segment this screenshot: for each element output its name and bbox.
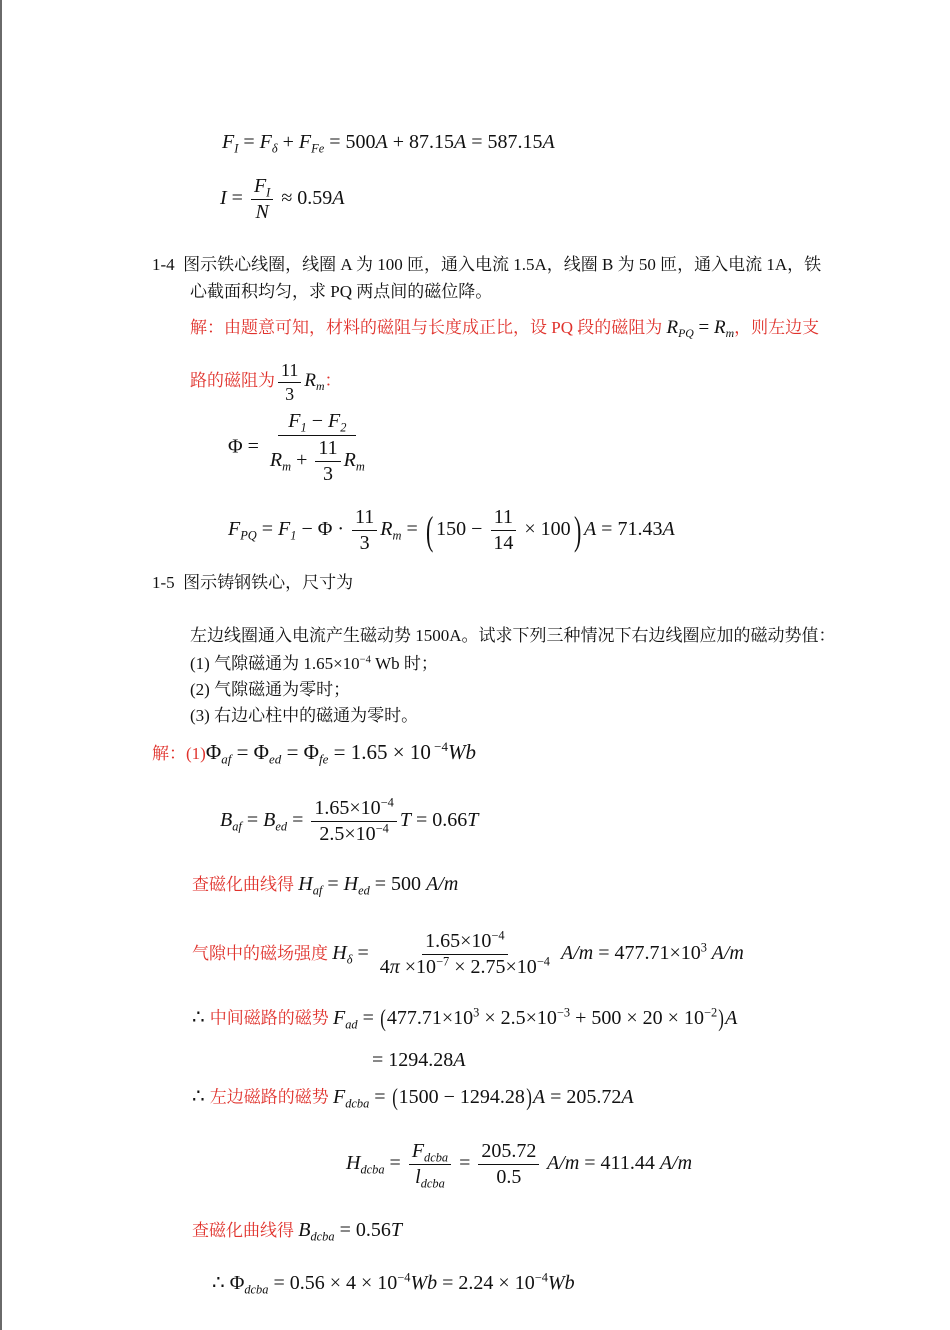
- value: = 1294.28: [372, 1049, 454, 1071]
- unit: T: [390, 1219, 402, 1241]
- unit: A: [453, 131, 467, 153]
- equation-b-af: [220, 797, 478, 846]
- equation-h-af: [192, 873, 459, 898]
- subscript: m: [355, 459, 365, 474]
- subscript: ed: [275, 819, 288, 834]
- problem-1-4-line1: [152, 256, 821, 273]
- paren: ): [718, 1006, 724, 1032]
- page-left-border: [0, 0, 2, 1330]
- operator: =: [693, 317, 714, 338]
- symbol: F: [288, 410, 301, 432]
- solution-text: 解：由题意可知，材料的磁阻与长度成正比，设 PQ 段的磁阻为: [190, 318, 667, 337]
- problem-text: (1) 气隙磁通为 1.65×10: [190, 654, 360, 673]
- symbol: B: [298, 1219, 311, 1241]
- symbol: B: [220, 809, 233, 832]
- equation-phi: [228, 410, 371, 486]
- unit: A: [662, 518, 675, 541]
- paren: (: [425, 507, 434, 553]
- equation-f-ad-result: [372, 1050, 466, 1070]
- problem-text: Wb 时；: [370, 654, 438, 673]
- superscript: −4: [359, 654, 371, 666]
- unit: A: [542, 131, 555, 153]
- paren: ): [526, 1085, 532, 1111]
- fraction: $\frac{11}{3}$: [315, 437, 340, 486]
- operator: =: [287, 809, 309, 832]
- subscript: dcba: [310, 1229, 335, 1244]
- operator: =: [231, 740, 254, 764]
- paren: ): [573, 507, 581, 553]
- value: = 587.15: [466, 131, 543, 153]
- symbol: R: [666, 317, 679, 338]
- equation-f-dcba: ∴ 左边磁路的磁势 $F_{dcba} = (1500 - 1294.28)A = 205.72A$: [192, 1085, 634, 1111]
- fraction: [267, 410, 368, 486]
- symbol: F: [253, 175, 267, 197]
- symbol: B: [263, 809, 276, 832]
- problem-1-5-item2: [190, 681, 350, 698]
- solution-text: 查磁化曲线得: [192, 1221, 299, 1240]
- solution-1-4-line2: [190, 360, 341, 404]
- unit: A: [332, 187, 345, 210]
- symbol: R: [304, 370, 316, 392]
- therefore-symbol: ∴: [212, 1272, 230, 1294]
- problem-text: 图示铁心线圈，线圈 A 为 100 匝，通入电流 1.5A，线圈 B 为 50 匝，通入电流 1A，铁: [183, 255, 822, 274]
- operator: =: [384, 1152, 406, 1175]
- operator: =: [238, 131, 260, 153]
- operator: =: [357, 1006, 379, 1029]
- subscript: PQ: [678, 327, 694, 341]
- equation-fi: [222, 131, 555, 156]
- subscript: dcba: [360, 1162, 385, 1177]
- operator: =: [241, 809, 264, 832]
- solution-text: 查磁化曲线得: [192, 875, 299, 894]
- value: × 100: [519, 518, 571, 541]
- symbol: F: [278, 518, 291, 541]
- subscript: af: [221, 751, 232, 767]
- symbol: Φ: [303, 740, 320, 764]
- unit: Wb: [447, 740, 476, 764]
- symbol: F: [222, 131, 235, 153]
- operator: =: [281, 740, 304, 764]
- unit: A: [453, 1049, 466, 1071]
- unit: A/m: [556, 942, 594, 965]
- operator: =: [226, 187, 248, 210]
- fraction: $\frac{205.72}{0.5}$: [478, 1140, 539, 1189]
- value: = 500: [369, 873, 427, 895]
- symbol: Φ: [205, 740, 222, 764]
- superscript: 3: [700, 940, 707, 955]
- symbol: R: [343, 449, 356, 472]
- therefore-symbol: ∴: [192, 1006, 210, 1029]
- subscript: m: [725, 327, 735, 341]
- symbol: I: [220, 187, 227, 210]
- subscript: dcba: [345, 1095, 370, 1110]
- problem-text: 心截面积均匀，求 PQ 两点间的磁位降。: [190, 282, 493, 301]
- unit: A/m: [706, 942, 744, 965]
- subscript: δ: [271, 141, 278, 156]
- subscript: 2: [340, 420, 347, 435]
- fraction: $\frac{1.65\times 10^{-4}}{4\pi \times 10^{-7} \times 2.75\times 10^{-4}}$: [379, 928, 550, 978]
- value: = 0.66: [410, 809, 468, 832]
- operator: −: [306, 410, 328, 432]
- operator: =: [322, 873, 344, 895]
- symbol: F: [259, 131, 272, 153]
- unit: T: [467, 809, 479, 832]
- subscript: 1: [300, 420, 307, 435]
- therefore-symbol: ∴: [192, 1085, 210, 1108]
- value: = 1.65 × 10: [328, 740, 431, 764]
- unit: Wb: [547, 1272, 575, 1294]
- equation-phi-dcba: [212, 1270, 575, 1297]
- subscript: ed: [358, 883, 370, 898]
- symbol: R: [714, 317, 726, 338]
- solution-1-4-line1: [190, 317, 820, 341]
- operator: =: [256, 518, 279, 541]
- fraction: $\frac{11}{14}$: [490, 506, 516, 555]
- problem-1-4-line2: [190, 283, 492, 300]
- value: = 2.24 × 10: [437, 1272, 535, 1294]
- symbol: R: [269, 449, 283, 472]
- superscript: −4: [534, 1270, 548, 1285]
- unit: A/m: [542, 1152, 580, 1175]
- subscript: m: [315, 380, 325, 394]
- unit: A: [375, 131, 388, 153]
- value: + 87.15: [387, 131, 454, 153]
- equation-fpq: [228, 506, 675, 555]
- fraction: [251, 175, 273, 224]
- equation-h-gap: [192, 930, 744, 979]
- superscript: −4: [430, 739, 448, 755]
- fraction: $\frac{1.65\times 10^{-4}}{2.5\times 10^{-4}}$: [311, 797, 396, 846]
- value: ≈ 0.59: [276, 187, 333, 210]
- paren: (: [391, 1085, 398, 1111]
- symbol: Φ: [229, 1272, 245, 1294]
- unit: A: [725, 1006, 738, 1029]
- value: = 71.43: [596, 518, 663, 541]
- unit: Wb: [410, 1272, 438, 1294]
- unit: A: [583, 518, 597, 541]
- symbol: F: [298, 131, 312, 153]
- value: = 205.72: [545, 1085, 622, 1108]
- equation-h-dcba: [346, 1140, 692, 1189]
- solution-text: ，则左边支: [734, 318, 820, 337]
- subscript: I: [266, 185, 271, 200]
- problem-1-5-item1: [190, 655, 438, 672]
- solution-text: 中间磁路的磁势: [209, 1008, 333, 1028]
- symbol: H: [298, 873, 313, 895]
- operator: =: [401, 518, 423, 541]
- problem-text: 图示铸钢铁心，尺寸为: [183, 573, 354, 592]
- solution-label: 解：(1): [152, 744, 206, 763]
- solution-1-5-phi: [152, 739, 476, 767]
- subscript: Fe: [311, 141, 325, 156]
- operator: − Φ ·: [296, 518, 350, 541]
- subscript: ad: [345, 1016, 358, 1031]
- subscript: 1: [290, 528, 297, 543]
- subscript: af: [232, 819, 242, 834]
- symbol: Φ: [253, 740, 270, 764]
- solution-text: 左边磁路的磁势: [209, 1087, 333, 1107]
- subscript: m: [282, 459, 292, 474]
- fraction: $\frac{11}{3}$: [278, 360, 301, 404]
- problem-text: (3) 右边心柱中的磁通为零时。: [190, 706, 419, 725]
- subscript: dcba: [244, 1282, 269, 1297]
- symbol: F: [327, 410, 341, 432]
- subscript: PQ: [240, 528, 257, 543]
- symbol: F: [332, 1085, 346, 1108]
- value: 150 −: [436, 518, 488, 541]
- subscript: δ: [346, 952, 353, 967]
- problem-text: (2) 气隙磁通为零时；: [190, 680, 351, 699]
- fraction: $\frac{F_{dcba}}{l_{dcba}}$: [409, 1140, 451, 1189]
- symbol: F: [332, 1006, 346, 1029]
- symbol: H: [346, 1152, 361, 1175]
- equation-b-dcba: [192, 1219, 402, 1244]
- solution-text: 路的磁阻为: [190, 371, 275, 391]
- symbol: N: [255, 201, 269, 223]
- problem-number: 1-5: [152, 573, 175, 592]
- operator: =: [352, 942, 374, 965]
- problem-number: 1-4: [152, 255, 175, 274]
- symbol: F: [228, 518, 241, 541]
- unit: T: [399, 809, 411, 832]
- subscript: ed: [269, 751, 282, 767]
- superscript: −4: [397, 1270, 411, 1285]
- symbol: R: [380, 518, 393, 541]
- operator: =: [369, 1085, 391, 1108]
- fraction: $\frac{11}{3}$: [352, 506, 377, 555]
- value: = 500: [324, 131, 376, 153]
- equation-current: [220, 175, 345, 224]
- operator: =: [454, 1152, 476, 1175]
- subscript: m: [392, 528, 402, 543]
- operator: +: [291, 449, 313, 472]
- operator: +: [277, 131, 299, 153]
- solution-text: ：: [324, 371, 342, 391]
- unit: A: [532, 1085, 546, 1108]
- subscript: I: [234, 141, 239, 156]
- problem-1-5-item3: [190, 707, 418, 724]
- value: = 0.56 × 4 × 10: [268, 1272, 398, 1294]
- problem-1-5-line1: [190, 627, 836, 644]
- problem-text: 左边线圈通入电流产生磁动势 1500A。试求下列三种情况下右边线圈应加的磁动势值：: [190, 626, 836, 645]
- paren: (: [380, 1006, 386, 1032]
- symbol: H: [332, 942, 347, 965]
- problem-1-5-title: [152, 574, 353, 591]
- unit: A/m: [426, 873, 459, 895]
- solution-text: 气隙中的磁场强度: [192, 944, 333, 964]
- unit: A/m: [659, 1152, 693, 1175]
- symbol: Φ =: [228, 435, 264, 458]
- symbol: H: [343, 873, 359, 895]
- value: = 0.56: [334, 1219, 391, 1241]
- subscript: af: [312, 883, 323, 898]
- value: = 477.71×10: [593, 942, 701, 965]
- value: = 411.44: [579, 1152, 660, 1175]
- subscript: fe: [319, 751, 329, 767]
- unit: A: [621, 1085, 634, 1108]
- equation-f-ad: ∴ 中间磁路的磁势 $F_{ad} = (477.71\times 10^3 \times 2.5\times 10^{-3} + 500 \times 20 \times 10^{-2})A$: [192, 1005, 738, 1032]
